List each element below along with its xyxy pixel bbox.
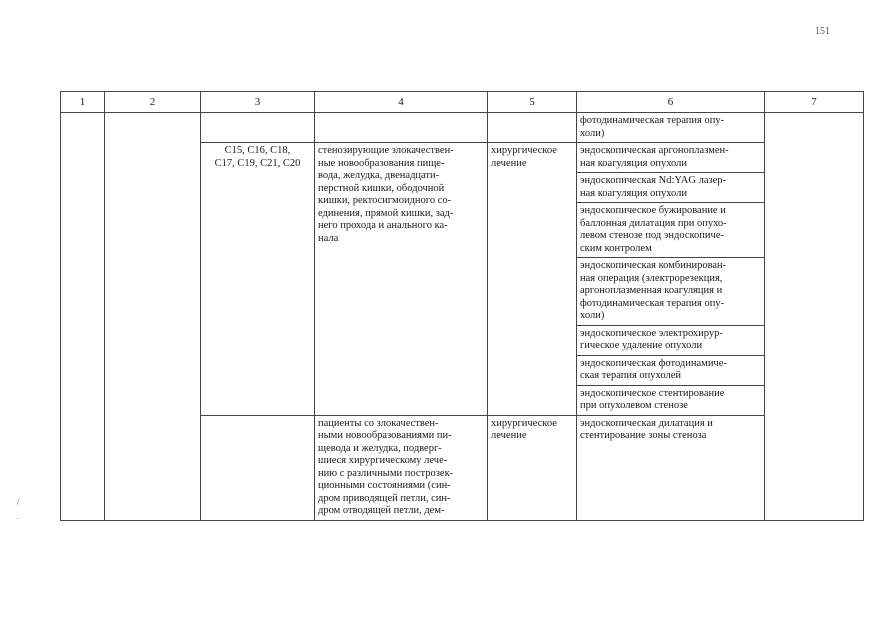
icd-cell [201,415,315,520]
treatment-type-cell [488,113,577,143]
treatment-type-cell: хирургическое лечение [488,143,577,416]
column-header: 3 [201,92,315,113]
column-header: 6 [577,92,765,113]
column-header: 1 [61,92,105,113]
column-header: 7 [765,92,864,113]
icd-cell: C15, C16, C18, C17, C19, C21, C20 [201,143,315,416]
icd-cell [201,113,315,143]
column-header: 2 [105,92,201,113]
margin-mark: . [17,511,20,521]
condition-cell [315,113,488,143]
column-header: 4 [315,92,488,113]
treatment-method-cell: эндоскопическое бужирование и баллонная дилатация при опухо- левом стенозе под эндоскопиче- ским контролем [577,203,765,258]
section-cell [61,113,105,521]
table-row [61,113,864,143]
treatment-method-cell: эндоскопическая фотодинамиче- ская терапия опухолей [577,355,765,385]
column-number-row [61,92,864,113]
treatment-type-cell: хирургическое лечение [488,415,577,520]
cost-cell [765,113,864,521]
column-header: 5 [488,92,577,113]
treatment-method-cell: эндоскопическая Nd:YAG лазер- ная коагуляция опухоли [577,173,765,203]
condition-cell: пациенты со злокачествен- ными новообразованиями пи- щевода и желудка, подверг- шиеся хирургическому лече- нию с различными построзек- ционными состояниями (син- дром приводящей петли, син- дром отводящей петли, дем- [315,415,488,520]
margin-mark: / [17,497,20,507]
page-number: 151 [815,26,830,37]
treatment-method-cell: эндоскопическое стентирование при опухолевом стенозе [577,385,765,415]
medical-care-table [60,91,864,521]
treatment-method-cell: эндоскопическая комбинирован- ная операция (электрорезекция, аргоноплазменная коагуляция и фотодинамическая терапия опу- холи) [577,258,765,326]
name-cell [105,113,201,521]
treatment-method-cell: эндоскопическая аргоноплазмен- ная коагуляция опухоли [577,143,765,173]
treatment-method-cell: эндоскопическая дилатация и стентирование зоны стеноза [577,415,765,520]
treatment-method-cell: фотодинамическая терапия опу- холи) [577,113,765,143]
treatment-method-cell: эндоскопическое электрохирур- гическое удаление опухоли [577,325,765,355]
condition-cell: стенозирующие злокачествен- ные новообразования пище- вода, желудка, двенадцати- перстной кишки, ободочной кишки, ректосигмоидного со- единения, прямой кишки, зад- него прохода и анального ка- нала [315,143,488,416]
